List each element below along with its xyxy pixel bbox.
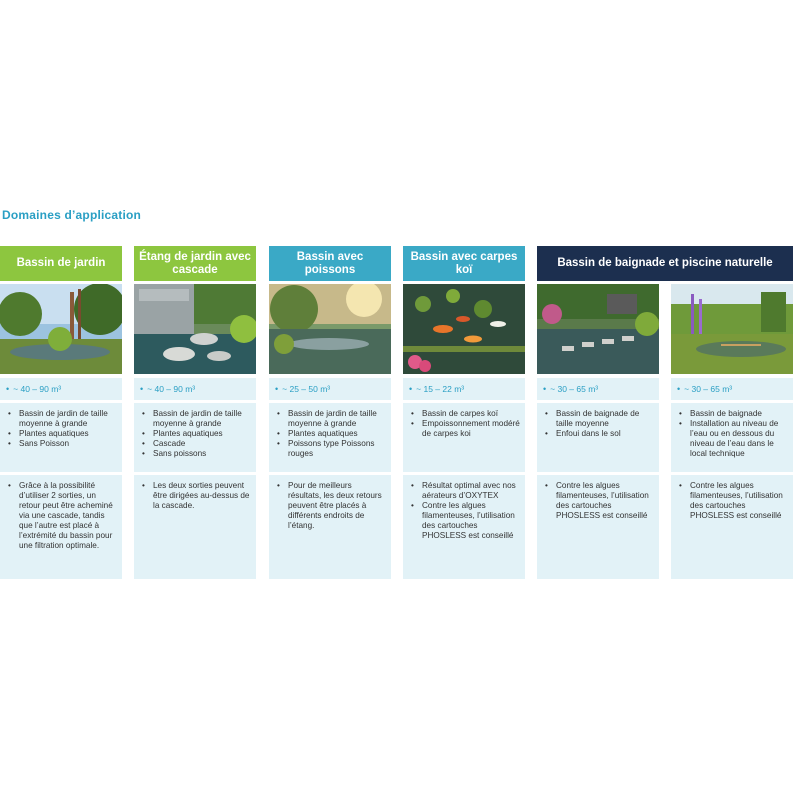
volume-bassin-de-jardin: • ~ 40 – 90 m³ xyxy=(0,378,122,400)
feature-item: • Enfoui dans le sol xyxy=(542,429,655,439)
note-item: • Contre les algues filamenteuses, l’utilisation des cartouches PHOSLESS est conseillé xyxy=(542,481,655,521)
feature-item: • Plantes aquatiques xyxy=(139,429,252,439)
photo-bassin-baignade xyxy=(537,284,659,374)
feature-item: • Bassin de baignade de taille moyenne xyxy=(542,409,655,429)
note-item: • Résultat optimal avec nos aérateurs d’OXYTEX xyxy=(408,481,521,501)
features-bassin-poissons xyxy=(269,403,391,472)
notes-etang-cascade xyxy=(134,475,256,579)
volume-bassin-poissons: • ~ 25 – 50 m³ xyxy=(269,378,391,400)
features-bassin-de-jardin xyxy=(0,403,122,472)
feature-item: • Plantes aquatiques xyxy=(5,429,118,439)
feature-item: • Bassin de jardin de taille moyenne à grande xyxy=(139,409,252,429)
note-item: • Contre les algues filamenteuses, l’utilisation des cartouches PHOSLESS est conseillé xyxy=(408,501,521,541)
photo-bassin-carpes xyxy=(403,284,525,374)
notes-bassin-de-jardin xyxy=(0,475,122,579)
feature-item: • Sans Poisson xyxy=(5,439,118,449)
feature-item: • Plantes aquatiques xyxy=(274,429,387,439)
features-piscine-naturelle xyxy=(671,403,793,472)
header-bassin-carpes: Bassin avec carpes koï xyxy=(403,246,525,281)
note-item: • Pour de meilleurs résultats, les deux retours peuvent être placés à différents endroits de l’étang. xyxy=(274,481,387,531)
header-bassin-baignade: Bassin de baignade et piscine naturelle xyxy=(537,246,793,281)
notes-piscine-naturelle xyxy=(671,475,793,579)
features-bassin-carpes xyxy=(403,403,525,472)
header-bassin-poissons: Bassin avec poissons xyxy=(269,246,391,281)
volume-bassin-carpes: • ~ 15 – 22 m³ xyxy=(403,378,525,400)
photo-piscine-naturelle xyxy=(671,284,793,374)
feature-item: • Empoissonnement modéré de carpes koi xyxy=(408,419,521,439)
feature-item: • Installation au niveau de l’eau ou en dessous du niveau de l’eau dans le local technique xyxy=(676,419,789,459)
feature-item: • Bassin de jardin de taille moyenne à grande xyxy=(274,409,387,429)
photo-bassin-de-jardin xyxy=(0,284,122,374)
feature-item: • Bassin de carpes koï xyxy=(408,409,521,419)
photo-bassin-poissons xyxy=(269,284,391,374)
features-etang-cascade xyxy=(134,403,256,472)
volume-etang-cascade: • ~ 40 – 90 m³ xyxy=(134,378,256,400)
notes-bassin-baignade xyxy=(537,475,659,579)
volume-bassin-baignade: • ~ 30 – 65 m³ xyxy=(537,378,659,400)
note-item: • Grâce à la possibilité d’utiliser 2 sorties, un retour peut être acheminé via une cascade, tandis que l’autre est placé à l’extrémité du bassin pour une filtration optimale. xyxy=(5,481,118,551)
section-title: Domaines d’application xyxy=(2,208,142,222)
feature-item: • Bassin de baignade xyxy=(676,409,789,419)
feature-item: • Cascade xyxy=(139,439,252,449)
features-bassin-baignade xyxy=(537,403,659,472)
photo-etang-cascade xyxy=(134,284,256,374)
feature-item: • Bassin de jardin de taille moyenne à grande xyxy=(5,409,118,429)
header-etang-cascade: Étang de jardin avec cascade xyxy=(134,246,256,281)
notes-bassin-carpes xyxy=(403,475,525,579)
notes-bassin-poissons xyxy=(269,475,391,579)
feature-item: • Sans poissons xyxy=(139,449,252,459)
note-item: • Contre les algues filamenteuses, l’utilisation des cartouches PHOSLESS est conseillé xyxy=(676,481,789,521)
header-bassin-de-jardin: Bassin de jardin xyxy=(0,246,122,281)
note-item: • Les deux sorties peuvent être dirigées au-dessus de la cascade. xyxy=(139,481,252,511)
volume-piscine-naturelle: • ~ 30 – 65 m³ xyxy=(671,378,793,400)
feature-item: • Poissons type Poissons rouges xyxy=(274,439,387,459)
